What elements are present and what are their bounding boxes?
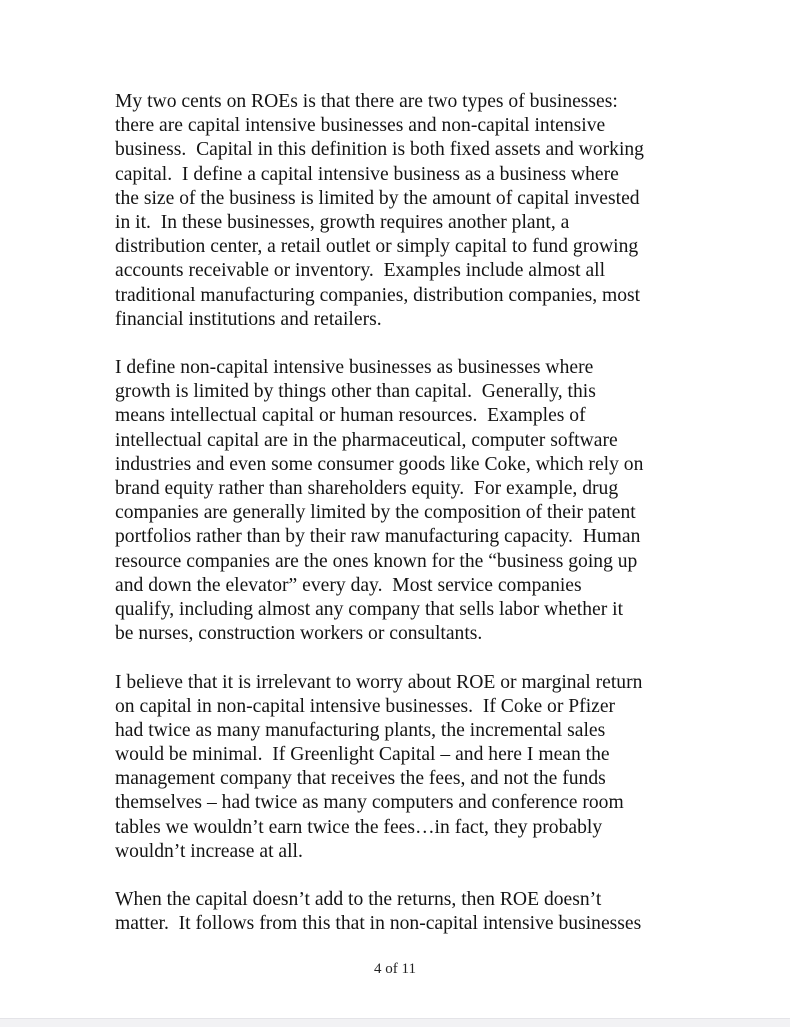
text-line: I believe that it is irrelevant to worry about ROE or marginal return xyxy=(115,671,643,693)
text-line: accounts receivable or inventory. Examples include almost all xyxy=(115,260,606,282)
page-number: 4 of 11 xyxy=(374,961,416,977)
text-line: the size of the business is limited by the amount of capital invested xyxy=(115,187,640,209)
text-line: My two cents on ROEs is that there are two types of businesses: xyxy=(115,91,618,112)
text-line: tables we wouldn’t earn twice the fees…in fact, they probably xyxy=(115,816,603,838)
paragraph-4 xyxy=(115,888,695,936)
text-line: business. Capital in this definition is both fixed assets and working xyxy=(115,139,644,161)
paragraph-3 xyxy=(115,671,695,865)
text-line: management company that receives the fees, and not the funds xyxy=(115,768,606,790)
body-text xyxy=(115,90,695,937)
text-line: capital. I define a capital intensive business as a business where xyxy=(115,163,619,185)
text-line: means intellectual capital or human resources. Examples of xyxy=(115,405,586,427)
text-line: matter. It follows from this that in non-capital intensive businesses xyxy=(115,913,642,935)
text-line: I define non-capital intensive businesses as businesses where xyxy=(115,357,594,379)
text-line: be nurses, construction workers or consultants. xyxy=(115,623,483,645)
text-line: traditional manufacturing companies, distribution companies, most xyxy=(115,284,641,306)
text-line: companies are generally limited by the composition of their patent xyxy=(115,502,636,524)
text-line: themselves – had twice as many computers and conference room xyxy=(115,792,624,814)
text-line: financial institutions and retailers. xyxy=(115,308,382,330)
text-line: in it. In these businesses, growth requires another plant, a xyxy=(115,211,570,233)
text-line: on capital in non-capital intensive businesses. If Coke or Pfizer xyxy=(115,695,616,717)
text-line: portfolios rather than by their raw manufacturing capacity. Human xyxy=(115,526,641,548)
text-line: had twice as many manufacturing plants, the incremental sales xyxy=(115,719,606,741)
text-line: and down the elevator” every day. Most service companies xyxy=(115,574,582,596)
text-line: qualify, including almost any company that sells labor whether it xyxy=(115,598,624,620)
text-line: distribution center, a retail outlet or simply capital to fund growing xyxy=(115,236,639,258)
text-line: wouldn’t increase at all. xyxy=(115,840,303,862)
text-line: brand equity rather than shareholders equity. For example, drug xyxy=(115,478,619,499)
text-line: there are capital intensive businesses and non-capital intensive xyxy=(115,115,606,137)
text-line: would be minimal. If Greenlight Capital – and here I mean the xyxy=(115,744,610,766)
text-line: growth is limited by things other than capital. Generally, this xyxy=(115,381,596,403)
text-line: intellectual capital are in the pharmaceutical, computer software xyxy=(115,429,618,451)
paragraph-2 xyxy=(115,356,695,646)
text-line: industries and even some consumer goods like Coke, which rely on xyxy=(115,453,644,475)
text-line: When the capital doesn’t add to the returns, then ROE doesn’t xyxy=(115,889,602,911)
paragraph-1 xyxy=(115,90,695,332)
text-line: resource companies are the ones known for the “business going up xyxy=(115,550,638,572)
